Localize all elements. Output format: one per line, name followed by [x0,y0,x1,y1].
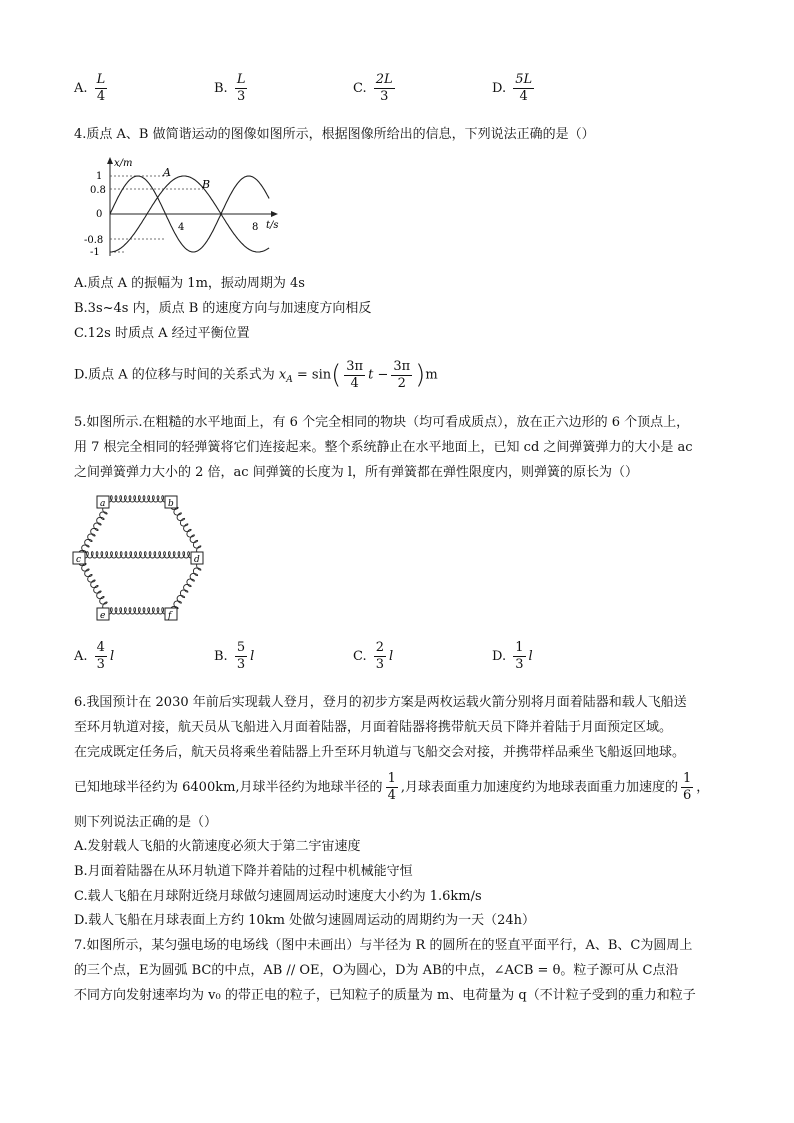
fraction: $\frac{L}{3}$ [236,72,246,104]
label-b: b [168,499,174,509]
q4-option-b: B.3s~4s 内，质点 B 的速度方向与加速度方向相反 [74,301,372,316]
q3-option-d: D. $\frac{5L}{4}$ [492,72,533,104]
spring [171,564,201,609]
q6-option-c: C.载人飞船在月球附近绕月球做匀速圆周运动时速度大小约为 1.6km/s [74,889,482,904]
q6-line-5: 则下列说法正确的是（） [74,815,218,830]
spring [85,552,191,558]
fraction: $\frac{2L}{3}$ [375,72,393,104]
y-tick-neg1: -1 [90,247,100,258]
label-c: c [76,555,82,565]
spring [171,507,201,552]
q5-option-d: D. $\frac{1}{3}$ l [492,640,533,672]
fraction: $\frac{3\pi}{4}$ [346,358,364,391]
fraction: $\frac{4}{3}$ [96,640,105,672]
q5-line-1: 5.如图所示.在粗糙的水平地面上，有 6 个完全相同的物块（均可看成质点），放在正六边形的 6 个顶点上， [74,415,690,430]
y-tick-1: 1 [96,171,103,182]
q4-option-c: C.12s 时质点 A 经过平衡位置 [74,326,250,341]
fraction: $\frac{L}{4}$ [96,72,106,104]
fraction: $\frac{5}{3}$ [236,640,246,672]
q6-option-b: B.月面着陆器在从环月轨道下降并着陆的过程中机械能守恒 [74,864,413,879]
q5-line-3: 之间弹簧弹力大小的 2 倍，ac 间弹簧的长度为 l，所有弹簧都在弹性限度内，则弹簧的原长为（） [74,465,638,480]
label-f: f [168,611,172,621]
fraction: $\frac{2}{3}$ [375,640,385,672]
fraction: $\frac{1}{4}$ [387,771,396,803]
y-tick-neg08: -0.8 [84,235,104,246]
spring [109,496,165,502]
y-tick-08: 0.8 [90,185,106,196]
spring [109,608,165,614]
x-tick-8: 8 [252,222,259,233]
q7-line-1: 7.如图所示，某匀强电场的电场线（图中未画出）与半径为 R 的圆所在的竖直平面平行，A、B、C为圆周上 [74,938,693,953]
x-axis-label: t/s [266,220,279,231]
fraction: $\frac{1}{6}$ [682,771,692,803]
q6-line-1: 6.我国预计在 2030 年前后实现载人登月，登月的初步方案是两枚运载火箭分别将月面着陆器和载人飞船送 [74,695,687,710]
q4-option-a: A.质点 A 的振幅为 1m，振动周期为 4s [74,276,305,291]
fraction: $\frac{5L}{4}$ [515,72,533,104]
q6-option-a: A.发射载人飞船的火箭速度必须大于第二宇宙速度 [74,839,361,854]
q3-option-c: C. $\frac{2L}{3}$ [353,72,393,104]
y-axis-label: x/m [114,158,133,169]
q5-option-a: A. $\frac{4}{3}$ l [74,640,115,672]
label-e: e [100,611,106,621]
q6-line-4: 已知地球半径约为 6400km,月球半径约为地球半径的 $\frac{1}{4}$ ,月球表面重力加速度约为地球表面重力加速度的 $\frac{1}{6}$ ， [74,771,710,803]
q6-line-2: 至环月轨道对接，航天员从飞船进入月面着陆器，月面着陆器将携带航天员下降并着陆于月面预定区域。 [74,720,673,735]
q5-line-2: 用 7 根完全相同的轻弹簧将它们连接起来。整个系统静止在水平地面上，已知 cd 之间弹簧弹力的大小是 ac [74,440,693,455]
q3-option-a: A. $\frac{L}{4}$ [74,72,106,104]
x-axis-arrow [271,211,278,217]
q7-line-3: 不同方向发射速率均为 v₀ 的带正电的粒子，已知粒子的质量为 m、电荷量为 q（不计粒子受到的重力和粒子 [74,988,696,1003]
label-a: a [100,499,106,509]
y-tick-0: 0 [96,209,103,220]
q6-line-3: 在完成既定任务后，航天员将乘坐着陆器上升至环月轨道与飞船交会对接，并携带样品乘坐飞船返回地球。 [74,745,686,760]
q7-line-2: 的三个点，E为圆弧 BC的中点，AB // OE，O为圆心，D为 AB的中点，∠ACB = θ。粒子源可从 C点沿 [74,963,679,978]
fraction: $\frac{3\pi}{2}$ [393,358,411,391]
q5-option-c: C. $\frac{2}{3}$ l [353,640,394,672]
q6-option-d: D.载人飞船在月球表面上方约 10km 处做匀速圆周运动的周期约为一天（24h） [74,913,536,928]
x-tick-4: 4 [178,222,185,233]
q4-option-d: D.质点 A 的位移与时间的关系式为 $x_A = \sin$( $\frac{3\pi}{4}$ t − $\frac{3\pi}{2}$ )m [74,358,438,391]
q4-oscillation-graph [84,154,284,264]
spring [79,564,107,609]
curve-b-label: B [202,178,211,191]
q5-hexagon-spring-figure [70,492,215,624]
curve-a-label: A [163,166,171,179]
label-d: d [194,555,200,565]
q3-option-b: B. $\frac{L}{3}$ [214,72,246,104]
right-paren: ) [415,360,426,390]
y-axis-arrow [107,157,113,164]
left-paren: ( [331,360,342,390]
fraction: $\frac{1}{3}$ [515,640,524,672]
q4-stem: 4.质点 A、B 做简谐运动的图像如图所示，根据图像所给出的信息，下列说法正确的是（） [74,127,595,142]
spring [79,508,107,553]
q5-option-b: B. $\frac{5}{3}$ l [214,640,255,672]
